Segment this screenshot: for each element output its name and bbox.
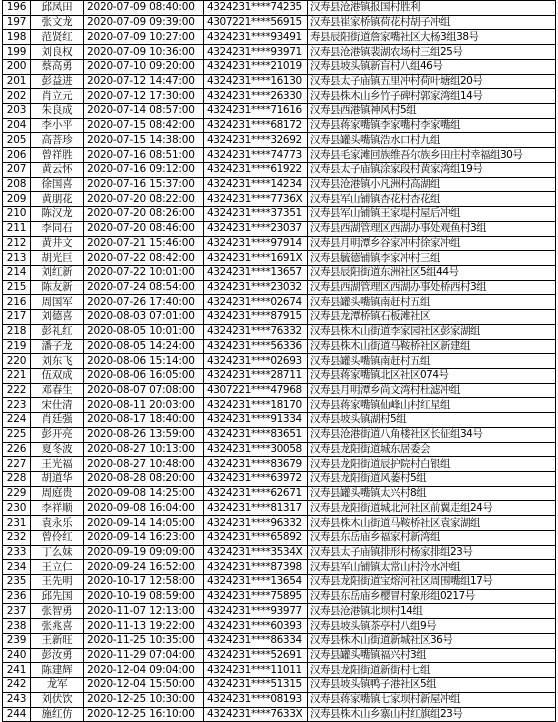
timestamp-cell: 2020-07-15 08:42:00 <box>84 118 204 133</box>
table-row <box>3 280 556 295</box>
person-name-cell: 彭益进 <box>31 74 84 89</box>
table-row <box>3 295 556 310</box>
id-number-cell: 4307221****47968 <box>204 383 308 398</box>
row-number-cell: 222 <box>3 383 31 398</box>
table-row <box>3 236 556 251</box>
id-number-cell: 4324231****74773 <box>204 148 308 163</box>
id-number-cell: 4324231****11011 <box>204 663 308 678</box>
person-name-cell: 王立仁 <box>31 560 84 575</box>
timestamp-cell: 2020-08-05 14:24:00 <box>84 339 204 354</box>
table-row <box>3 383 556 398</box>
table-row <box>3 560 556 575</box>
row-number-cell: 221 <box>3 368 31 383</box>
table-row <box>3 89 556 104</box>
timestamp-cell: 2020-07-16 08:51:00 <box>84 148 204 163</box>
person-name-cell: 邓春生 <box>31 383 84 398</box>
address-cell: 汉寿县龙阳街道辰护院村白银组 <box>308 457 556 472</box>
id-number-cell: 4324231****74235 <box>204 1 308 16</box>
person-name-cell: 伍双成 <box>31 368 84 383</box>
table-row <box>3 192 556 207</box>
address-cell: 汉寿县龙阳街道宝熔河社区周围嘴组17号 <box>308 575 556 590</box>
timestamp-cell: 2020-07-20 08:26:00 <box>84 207 204 222</box>
id-number-cell: 4324231****16130 <box>204 74 308 89</box>
row-number-cell: 211 <box>3 221 31 236</box>
row-number-cell: 203 <box>3 104 31 119</box>
person-name-cell: 刘德喜 <box>31 310 84 325</box>
id-number-cell: 4324231****23032 <box>204 280 308 295</box>
address-cell: 汉寿县坡头镇湖村5组 <box>308 413 556 428</box>
id-number-cell: 4324231****14234 <box>204 177 308 192</box>
records-table-body <box>3 1 556 722</box>
id-number-cell: 4324231****96332 <box>204 516 308 531</box>
person-name-cell: 肖立元 <box>31 89 84 104</box>
address-cell: 汉寿县沧港镇小凡洲村高湖组 <box>308 177 556 192</box>
row-number-cell: 197 <box>3 15 31 30</box>
person-name-cell: 彭开亮 <box>31 427 84 442</box>
table-row <box>3 118 556 133</box>
id-number-cell: 4324231****60393 <box>204 619 308 634</box>
person-name-cell: 陈建辉 <box>31 663 84 678</box>
timestamp-cell: 2020-12-04 15:50:00 <box>84 678 204 693</box>
id-number-cell: 4324231****7633X <box>204 707 308 722</box>
person-name-cell: 夏冬波 <box>31 442 84 457</box>
timestamp-cell: 2020-08-11 20:03:00 <box>84 398 204 413</box>
row-number-cell: 241 <box>3 663 31 678</box>
row-number-cell: 202 <box>3 89 31 104</box>
timestamp-cell: 2020-07-16 09:12:00 <box>84 162 204 177</box>
address-cell: 汉寿县龙阳街道风萎村5组 <box>308 472 556 487</box>
id-number-cell: 4324231****51315 <box>204 678 308 693</box>
person-name-cell: 彭汝勇 <box>31 648 84 663</box>
row-number-cell: 231 <box>3 516 31 531</box>
row-number-cell: 227 <box>3 457 31 472</box>
person-name-cell: 袁永乐 <box>31 516 84 531</box>
id-number-cell: 4324231****02674 <box>204 295 308 310</box>
address-cell: 汉寿县辰阳街道东洲社区5组44号 <box>308 265 556 280</box>
timestamp-cell: 2020-07-09 09:39:00 <box>84 15 204 30</box>
address-cell: 汉寿县蒋家嘴镇北区社区074号 <box>308 368 556 383</box>
id-number-cell: 4324231****83651 <box>204 427 308 442</box>
row-number-cell: 210 <box>3 207 31 222</box>
person-name-cell: 李祥顺 <box>31 501 84 516</box>
timestamp-cell: 2020-08-06 16:05:00 <box>84 368 204 383</box>
address-cell: 汉寿县株木山街道马鞍桥社区新建组 <box>308 339 556 354</box>
address-cell: 汉寿县龙阳街道城北河社区前翼走组24号 <box>308 501 556 516</box>
row-number-cell: 212 <box>3 236 31 251</box>
table-row <box>3 442 556 457</box>
timestamp-cell: 2020-10-19 08:59:00 <box>84 589 204 604</box>
id-number-cell: 4324231****76332 <box>204 324 308 339</box>
address-cell: 汉寿县沧港镇裴湖农场村三组25号 <box>308 45 556 60</box>
table-row <box>3 604 556 619</box>
person-name-cell: 陈汉龙 <box>31 207 84 222</box>
person-name-cell: 黄井文 <box>31 236 84 251</box>
timestamp-cell: 2020-07-26 17:40:00 <box>84 295 204 310</box>
table-row <box>3 133 556 148</box>
timestamp-cell: 2020-11-07 12:13:00 <box>84 604 204 619</box>
table-row <box>3 15 556 30</box>
person-name-cell: 王新旺 <box>31 633 84 648</box>
person-name-cell: 黄云怀 <box>31 162 84 177</box>
address-cell: 汉寿县东岳庙乡福家村新湾组 <box>308 530 556 545</box>
timestamp-cell: 2020-08-05 10:01:00 <box>84 324 204 339</box>
row-number-cell: 216 <box>3 295 31 310</box>
address-cell: 汉寿县罐头嘴镇南赶村五组 <box>308 354 556 369</box>
id-number-cell: 4324231****63972 <box>204 472 308 487</box>
row-number-cell: 204 <box>3 118 31 133</box>
table-row <box>3 177 556 192</box>
row-number-cell: 236 <box>3 589 31 604</box>
address-cell: 汉寿县株木山街道李家园社区彭家湖组 <box>308 324 556 339</box>
person-name-cell: 张文龙 <box>31 15 84 30</box>
timestamp-cell: 2020-08-26 13:59:00 <box>84 427 204 442</box>
table-row <box>3 265 556 280</box>
id-number-cell: 4324231****7736X <box>204 192 308 207</box>
row-number-cell: 207 <box>3 162 31 177</box>
person-name-cell: 曾祥胜 <box>31 148 84 163</box>
address-cell: 汉寿县西湖管理区西湖办事处观鱼村3组 <box>308 221 556 236</box>
row-number-cell: 243 <box>3 692 31 707</box>
id-number-cell: 4324231****83679 <box>204 457 308 472</box>
address-cell: 汉寿县罐头嘴镇浩水口村九组 <box>308 133 556 148</box>
timestamp-cell: 2020-07-16 15:37:00 <box>84 177 204 192</box>
timestamp-cell: 2020-07-09 10:36:00 <box>84 45 204 60</box>
timestamp-cell: 2020-11-25 10:35:00 <box>84 633 204 648</box>
timestamp-cell: 2020-11-13 19:22:00 <box>84 619 204 634</box>
address-cell: 汉寿县株木山街道马鞍桥社区袁家湖组 <box>308 516 556 531</box>
person-name-cell: 朱良成 <box>31 104 84 119</box>
timestamp-cell: 2020-07-22 08:42:00 <box>84 251 204 266</box>
row-number-cell: 220 <box>3 354 31 369</box>
id-number-cell: 4307221****56915 <box>204 15 308 30</box>
address-cell: 汉寿县月明潭乡谷家冲村徐家冲组 <box>308 236 556 251</box>
person-name-cell: 王光福 <box>31 457 84 472</box>
table-row <box>3 589 556 604</box>
person-name-cell: 徐国喜 <box>31 177 84 192</box>
person-name-cell: 曾伶红 <box>31 530 84 545</box>
row-number-cell: 232 <box>3 530 31 545</box>
person-name-cell: 周国军 <box>31 295 84 310</box>
table-row <box>3 472 556 487</box>
id-number-cell: 4324231****65892 <box>204 530 308 545</box>
id-number-cell: 4324231****81317 <box>204 501 308 516</box>
address-cell: 汉寿县西湖管理区西湖办事处桥西村3组 <box>308 280 556 295</box>
address-cell: 汉寿县太子庙镇涂家段村黄家湾组19号 <box>308 162 556 177</box>
address-cell: 汉寿县罐头嘴镇南赶村五组 <box>308 295 556 310</box>
timestamp-cell: 2020-09-14 16:23:00 <box>84 530 204 545</box>
table-row <box>3 221 556 236</box>
records-table <box>2 0 556 722</box>
id-number-cell: 4324231****18170 <box>204 398 308 413</box>
address-cell: 汉寿县军山铺镇杏花村杏花组 <box>308 192 556 207</box>
table-row <box>3 427 556 442</box>
id-number-cell: 4324231****87398 <box>204 560 308 575</box>
row-number-cell: 199 <box>3 45 31 60</box>
timestamp-cell: 2020-11-29 07:04:00 <box>84 648 204 663</box>
timestamp-cell: 2020-07-15 14:38:00 <box>84 133 204 148</box>
id-number-cell: 4324231****86334 <box>204 633 308 648</box>
row-number-cell: 206 <box>3 148 31 163</box>
table-row <box>3 619 556 634</box>
address-cell: 汉寿县东岳庙乡樱冒村象形组0217号 <box>308 589 556 604</box>
id-number-cell: 4324231****3534X <box>204 545 308 560</box>
id-number-cell: 4324231****37351 <box>204 207 308 222</box>
address-cell: 汉寿县沧港镇报国村胜利 <box>308 1 556 16</box>
address-cell: 汉寿县坡头镇新盲村八组46号 <box>308 59 556 74</box>
timestamp-cell: 2020-07-20 08:22:00 <box>84 192 204 207</box>
address-cell: 汉寿县株木山乡寨山村红旗组23号 <box>308 707 556 722</box>
address-cell: 汉寿县西港镇神风村5组 <box>308 104 556 119</box>
id-number-cell: 4324231****26330 <box>204 89 308 104</box>
address-cell: 汉寿县株木山街道新城社区36号 <box>308 633 556 648</box>
person-name-cell: 周庭贵 <box>31 486 84 501</box>
address-cell: 汉寿县太子庙镇五里冲村荷叶塘组20号 <box>308 74 556 89</box>
timestamp-cell: 2020-12-25 16:10:00 <box>84 707 204 722</box>
row-number-cell: 233 <box>3 545 31 560</box>
id-number-cell: 4324231****23037 <box>204 221 308 236</box>
timestamp-cell: 2020-12-25 10:30:00 <box>84 692 204 707</box>
timestamp-cell: 2020-07-12 17:30:00 <box>84 89 204 104</box>
timestamp-cell: 2020-08-03 07:01:00 <box>84 310 204 325</box>
person-name-cell: 刘良权 <box>31 45 84 60</box>
address-cell: 汉寿县蒋家嘴镇七家坝村新屋冲组 <box>308 692 556 707</box>
row-number-cell: 201 <box>3 74 31 89</box>
timestamp-cell: 2020-07-20 08:46:00 <box>84 221 204 236</box>
row-number-cell: 242 <box>3 678 31 693</box>
timestamp-cell: 2020-07-24 08:54:00 <box>84 280 204 295</box>
row-number-cell: 215 <box>3 280 31 295</box>
person-name-cell: 施红仿 <box>31 707 84 722</box>
address-cell: 汉寿县军山铺镇太常山村泠水冲组 <box>308 560 556 575</box>
table-row <box>3 663 556 678</box>
row-number-cell: 228 <box>3 472 31 487</box>
id-number-cell: 4324231****62671 <box>204 486 308 501</box>
row-number-cell: 223 <box>3 398 31 413</box>
timestamp-cell: 2020-08-27 10:48:00 <box>84 457 204 472</box>
id-number-cell: 4324231****13654 <box>204 575 308 590</box>
person-name-cell: 龙军 <box>31 678 84 693</box>
address-cell: 汉寿县蒋家嘴镇李家嘴村李家嘴组 <box>308 118 556 133</box>
id-number-cell: 4324231****97914 <box>204 236 308 251</box>
id-number-cell: 4324231****1691X <box>204 251 308 266</box>
id-number-cell: 4324231****87915 <box>204 310 308 325</box>
table-row <box>3 310 556 325</box>
row-number-cell: 225 <box>3 427 31 442</box>
person-name-cell: 邱先国 <box>31 589 84 604</box>
timestamp-cell: 2020-07-21 15:46:00 <box>84 236 204 251</box>
row-number-cell: 237 <box>3 604 31 619</box>
id-number-cell: 4324231****08193 <box>204 692 308 707</box>
address-cell: 汉寿县毛家滩回族维吾尔族乡田庄村幸福组30号 <box>308 148 556 163</box>
person-name-cell: 宋仕清 <box>31 398 84 413</box>
row-number-cell: 244 <box>3 707 31 722</box>
table-row <box>3 1 556 16</box>
timestamp-cell: 2020-08-06 15:14:00 <box>84 354 204 369</box>
person-name-cell: 肖廷强 <box>31 413 84 428</box>
id-number-cell: 4324231****13657 <box>204 265 308 280</box>
row-number-cell: 218 <box>3 324 31 339</box>
row-number-cell: 200 <box>3 59 31 74</box>
id-number-cell: 4324231****21019 <box>204 59 308 74</box>
id-number-cell: 4324231****68172 <box>204 118 308 133</box>
person-name-cell: 黄朋花 <box>31 192 84 207</box>
table-row <box>3 74 556 89</box>
table-row <box>3 324 556 339</box>
timestamp-cell: 2020-09-19 09:09:00 <box>84 545 204 560</box>
address-cell: 汉寿县军山铺镇王家堤村屋后冲组 <box>308 207 556 222</box>
address-cell: 汉寿县罐头嘴镇太兴村8组 <box>308 486 556 501</box>
person-name-cell: 丁么妹 <box>31 545 84 560</box>
address-cell: 汉寿县月明潭乡尚文湾村杜滤冲组 <box>308 383 556 398</box>
timestamp-cell: 2020-07-09 08:40:00 <box>84 1 204 16</box>
row-number-cell: 226 <box>3 442 31 457</box>
table-row <box>3 45 556 60</box>
table-row <box>3 516 556 531</box>
table-row <box>3 530 556 545</box>
timestamp-cell: 2020-08-17 18:40:00 <box>84 413 204 428</box>
person-name-cell: 彭礼红 <box>31 324 84 339</box>
address-cell: 汉寿县龙潭桥镇石板滩社区 <box>308 310 556 325</box>
timestamp-cell: 2020-10-17 12:58:00 <box>84 575 204 590</box>
table-row <box>3 398 556 413</box>
table-row <box>3 30 556 45</box>
row-number-cell: 238 <box>3 619 31 634</box>
table-row <box>3 692 556 707</box>
id-number-cell: 4324231****32692 <box>204 133 308 148</box>
table-row <box>3 339 556 354</box>
row-number-cell: 208 <box>3 177 31 192</box>
table-row <box>3 486 556 501</box>
timestamp-cell: 2020-09-24 16:52:00 <box>84 560 204 575</box>
table-row <box>3 354 556 369</box>
person-name-cell: 邱凤田 <box>31 1 84 16</box>
id-number-cell: 4324231****91334 <box>204 413 308 428</box>
table-row <box>3 251 556 266</box>
person-name-cell: 张智勇 <box>31 604 84 619</box>
id-number-cell: 4324231****61922 <box>204 162 308 177</box>
address-cell: 汉寿县沧港街道八角楼社区长征组34号 <box>308 427 556 442</box>
timestamp-cell: 2020-07-22 10:01:00 <box>84 265 204 280</box>
row-number-cell: 209 <box>3 192 31 207</box>
row-number-cell: 224 <box>3 413 31 428</box>
address-cell: 汉寿县株木山乡竹子碑村郭家湾组14号 <box>308 89 556 104</box>
row-number-cell: 235 <box>3 575 31 590</box>
table-row <box>3 207 556 222</box>
table-row <box>3 648 556 663</box>
id-number-cell: 4324231****93977 <box>204 604 308 619</box>
address-cell: 汉寿县太子庙镇排形村杨家排组23号 <box>308 545 556 560</box>
timestamp-cell: 2020-07-10 09:20:00 <box>84 59 204 74</box>
row-number-cell: 214 <box>3 265 31 280</box>
person-name-cell: 刘红新 <box>31 265 84 280</box>
address-cell: 汉寿县坡头镇鸭子港社区5组 <box>308 678 556 693</box>
person-name-cell: 李小平 <box>31 118 84 133</box>
address-cell: 汉寿县坡头镇茶亭村八组9号 <box>308 619 556 634</box>
id-number-cell: 4324231****28711 <box>204 368 308 383</box>
id-number-cell: 4324231****93491 <box>204 30 308 45</box>
timestamp-cell: 2020-08-28 08:20:00 <box>84 472 204 487</box>
person-name-cell: 陈友新 <box>31 280 84 295</box>
row-number-cell: 229 <box>3 486 31 501</box>
id-number-cell: 4324231****71616 <box>204 104 308 119</box>
table-row <box>3 59 556 74</box>
table-row <box>3 368 556 383</box>
id-number-cell: 4324231****30058 <box>204 442 308 457</box>
table-row <box>3 575 556 590</box>
timestamp-cell: 2020-07-09 10:27:00 <box>84 30 204 45</box>
address-cell: 汉寿县崔家桥镇荷花村胡子冲组 <box>308 15 556 30</box>
table-row <box>3 413 556 428</box>
person-name-cell: 刘伏饮 <box>31 692 84 707</box>
table-row <box>3 162 556 177</box>
table-row <box>3 633 556 648</box>
table-row <box>3 148 556 163</box>
timestamp-cell: 2020-07-12 14:47:00 <box>84 74 204 89</box>
person-name-cell: 胡道华 <box>31 472 84 487</box>
person-name-cell: 高菩珍 <box>31 133 84 148</box>
table-row <box>3 457 556 472</box>
timestamp-cell: 2020-12-04 09:04:00 <box>84 663 204 678</box>
row-number-cell: 205 <box>3 133 31 148</box>
id-number-cell: 4324231****02693 <box>204 354 308 369</box>
person-name-cell: 张兆喜 <box>31 619 84 634</box>
timestamp-cell: 2020-09-08 14:25:00 <box>84 486 204 501</box>
timestamp-cell: 2020-09-08 16:04:00 <box>84 501 204 516</box>
row-number-cell: 196 <box>3 1 31 16</box>
address-cell: 寿县辰阳街道詹家嘴社区大杨3组38号 <box>308 30 556 45</box>
row-number-cell: 217 <box>3 310 31 325</box>
table-row <box>3 678 556 693</box>
id-number-cell: 4324231****52691 <box>204 648 308 663</box>
table-row <box>3 104 556 119</box>
row-number-cell: 230 <box>3 501 31 516</box>
id-number-cell: 4324231****75895 <box>204 589 308 604</box>
person-name-cell: 李同石 <box>31 221 84 236</box>
id-number-cell: 4324231****93971 <box>204 45 308 60</box>
timestamp-cell: 2020-08-07 07:08:00 <box>84 383 204 398</box>
address-cell: 汉寿县毓德铺镇李家冲村三组 <box>308 251 556 266</box>
row-number-cell: 234 <box>3 560 31 575</box>
person-name-cell: 潘子龙 <box>31 339 84 354</box>
row-number-cell: 213 <box>3 251 31 266</box>
timestamp-cell: 2020-08-27 10:13:00 <box>84 442 204 457</box>
person-name-cell: 胡光巨 <box>31 251 84 266</box>
row-number-cell: 219 <box>3 339 31 354</box>
address-cell: 汉寿县蒋家嘴镇仙峰山村红星组 <box>308 398 556 413</box>
address-cell: 汉寿县沧港镇北坝村14组 <box>308 604 556 619</box>
address-cell: 汉寿县龙阳街道新街村七组 <box>308 663 556 678</box>
row-number-cell: 239 <box>3 633 31 648</box>
address-cell: 汉寿县龙阳街道城东居委会 <box>308 442 556 457</box>
person-name-cell: 蔡高勇 <box>31 59 84 74</box>
person-name-cell: 范贤红 <box>31 30 84 45</box>
row-number-cell: 198 <box>3 30 31 45</box>
timestamp-cell: 2020-07-14 08:57:00 <box>84 104 204 119</box>
address-cell: 汉寿县罐头嘴镇福兴村3组 <box>308 648 556 663</box>
timestamp-cell: 2020-09-14 14:05:00 <box>84 516 204 531</box>
table-row <box>3 501 556 516</box>
person-name-cell: 刘东飞 <box>31 354 84 369</box>
table-row <box>3 545 556 560</box>
row-number-cell: 240 <box>3 648 31 663</box>
person-name-cell: 王先明 <box>31 575 84 590</box>
id-number-cell: 4324231****56336 <box>204 339 308 354</box>
